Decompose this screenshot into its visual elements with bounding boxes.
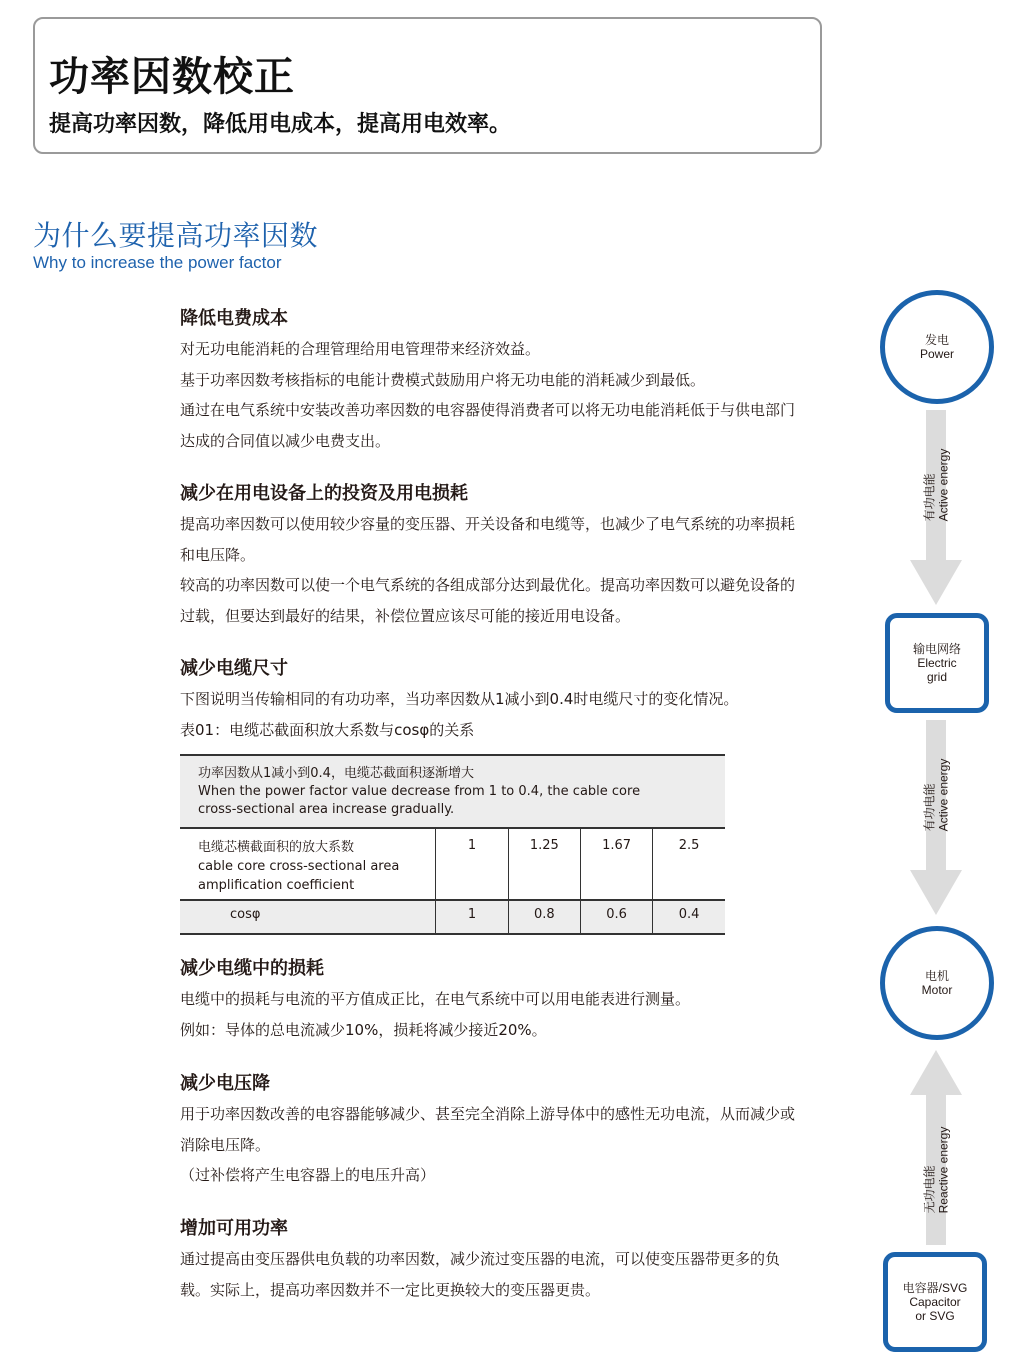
node-label-cn: 电机 — [924, 969, 949, 983]
arrow-label-en: Active energy — [936, 758, 951, 832]
arrow-active-energy-2 — [910, 720, 962, 915]
table-cell: 1.25 — [508, 828, 580, 900]
section-title: 减少电缆尺寸 — [180, 658, 288, 679]
energy-flow-diagram — [870, 285, 1010, 1362]
cable-table — [180, 754, 725, 935]
node-label-cn: 输电网络 — [912, 642, 961, 656]
row-label-en: cable core cross-sectional area — [198, 859, 400, 874]
page-subtitle: 提高功率因数，降低用电成本，提高用电效率。 — [49, 112, 512, 137]
table-row — [180, 828, 725, 900]
paragraph-note: （过补偿将产生电容器上的电压升高） — [180, 1166, 436, 1184]
arrow-label-en: Active energy — [936, 448, 951, 522]
node-label-cn: 电容器/SVG — [902, 1281, 968, 1295]
table-cell: 1.67 — [580, 828, 652, 900]
table-header-en: When the power factor value decrease from 1 to 0.4, the cable core — [198, 784, 641, 799]
row-label-cn: 电缆芯横截面积的放大系数 — [198, 840, 355, 855]
section-title: 减少在用电设备上的投资及用电损耗 — [180, 483, 468, 504]
section-reduce-cost — [180, 304, 800, 456]
table-caption: 表01：电缆芯截面积放大系数与cosφ的关系 — [180, 720, 475, 739]
section-reduce-voltage-drop — [180, 1069, 800, 1191]
arrow-label-cn: 有功电能 — [922, 783, 937, 832]
arrow-label — [910, 410, 962, 560]
node-label-en: or SVG — [915, 1309, 955, 1323]
arrow-label — [910, 720, 962, 870]
paragraph: 较高的功率因数可以使一个电气系统的各组成部分达到最优化。提高功率因数可以避免设备的过载，但要达到最好的结果，补偿位置应该尽可能的接近用电设备。 — [180, 576, 796, 625]
section-title: 减少电压降 — [180, 1073, 270, 1094]
paragraph: 对无功电能消耗的合理管理给用电管理带来经济效益。 — [180, 340, 541, 358]
table-header-cell — [180, 755, 725, 828]
section-reduce-investment — [180, 479, 800, 631]
paragraph: 基于功率因数考核指标的电能计费模式鼓励用户将无功电能的消耗减少到最低。 — [180, 370, 706, 389]
section-title: 降低电费成本 — [180, 308, 288, 329]
node-electric-grid — [885, 613, 989, 713]
section-increase-power — [180, 1214, 800, 1305]
node-motor — [880, 926, 994, 1040]
node-label-en: Capacitor — [909, 1295, 961, 1309]
paragraph: 提高功率因数可以使用较少容量的变压器、开关设备和电缆等，也减少了电气系统的功率损耗和电压降。 — [180, 515, 796, 564]
section-heading-en: Why to increase the power factor — [33, 253, 282, 272]
arrow-active-energy-1 — [910, 410, 962, 605]
paragraph: 通过提高由变压器供电负载的功率因数，减少流过变压器的电流，可以使变压器带更多的负载。实际上，提高功率因数并不一定比更换较大的变压器更贵。 — [180, 1250, 781, 1299]
arrow-reactive-energy — [910, 1050, 962, 1245]
table-cell: 1 — [436, 900, 508, 934]
node-power — [880, 290, 994, 404]
node-label-en: Motor — [921, 983, 953, 997]
arrow-label-cn: 无功电能 — [922, 1165, 936, 1214]
row-label: cosφ — [180, 900, 436, 934]
table-header-en: cross-sectional area increase gradually. — [198, 802, 455, 817]
paragraph: 电缆中的损耗与电流的平方值成正比，在电气系统中可以用电能表进行测量。 — [180, 990, 691, 1008]
table-cell: 0.6 — [580, 900, 652, 934]
paragraph: 例如：导体的总电流减少10%，损耗将减少接近20%。 — [180, 1020, 547, 1039]
section-title: 减少电缆中的损耗 — [180, 958, 324, 979]
arrow-label-cn: 有功电能 — [922, 473, 937, 522]
paragraph: 用于功率因数改善的电容器能够减少、甚至完全消除上游导体中的感性无功电流，从而减少或消除电压降。 — [180, 1105, 796, 1154]
paragraph: 下图说明当传输相同的有功功率，当功率因数从1减小到0.4时电缆尺寸的变化情况。 — [180, 690, 739, 708]
section-title: 增加可用功率 — [180, 1218, 288, 1239]
arrow-label — [910, 1095, 962, 1245]
row-label — [180, 828, 436, 900]
section-reduce-cable-loss — [180, 954, 800, 1045]
table-cell: 1 — [436, 828, 508, 900]
table-header-row — [180, 755, 725, 828]
arrow-label-en: Reactive energy — [936, 1126, 950, 1214]
header-box — [33, 17, 822, 154]
node-label-en: Electric — [917, 656, 957, 670]
table-row — [180, 900, 725, 934]
table-cell: 0.4 — [653, 900, 725, 934]
node-label-en: Power — [919, 347, 954, 361]
section-heading-cn: 为什么要提高功率因数 — [33, 219, 319, 252]
row-label-en: amplification coefficient — [198, 878, 355, 893]
table-header-cn: 功率因数从1减小到0.4，电缆芯截面积逐渐增大 — [198, 766, 474, 781]
node-label-en: grid — [926, 670, 947, 684]
table-cell: 0.8 — [508, 900, 580, 934]
node-capacitor-svg — [883, 1252, 987, 1352]
section-reduce-cable-size — [180, 654, 800, 745]
paragraph: 通过在电气系统中安装改善功率因数的电容器使得消费者可以将无功电能消耗低于与供电部门达成的合同值以减少电费支出。 — [180, 401, 796, 450]
table-cell: 2.5 — [653, 828, 725, 900]
page-title: 功率因数校正 — [49, 54, 295, 100]
node-label-cn: 发电 — [924, 333, 949, 347]
